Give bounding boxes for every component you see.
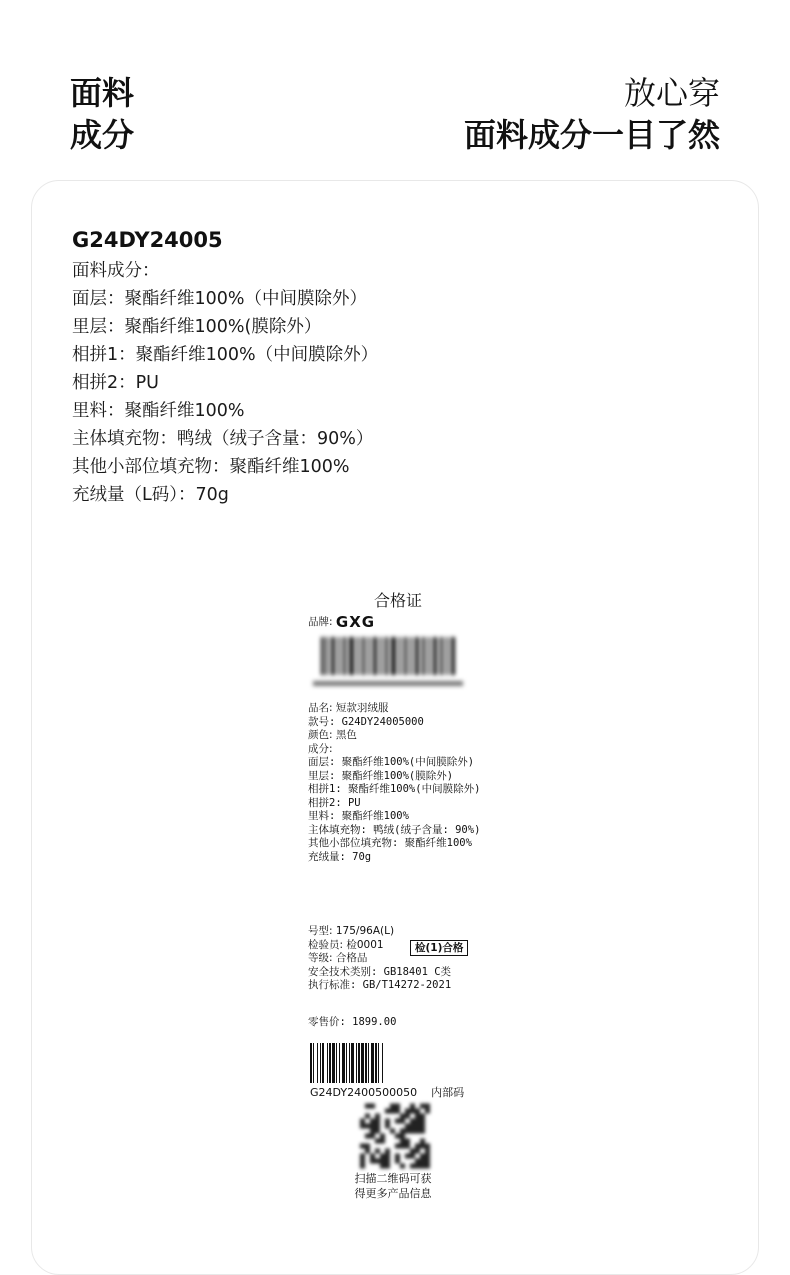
section-title: [70, 72, 134, 156]
composition-line: 主体填充物：鸭绒（绒子含量：90%）: [72, 429, 374, 449]
barcode-image: [310, 1043, 490, 1083]
qr-caption-line: 得更多产品信息: [354, 1186, 432, 1200]
composition-line: 充绒量（L码）：70g: [72, 485, 229, 505]
brand-prefix: 品牌:: [308, 616, 333, 628]
blurred-barcode-image: [313, 637, 463, 689]
label-info-line: 相拼1: 聚酯纤维100%(中间膜除外): [308, 783, 481, 795]
composition-line: 其他小部位填充物：聚酯纤维100%: [72, 457, 350, 477]
subtitle-line1: 放心穿: [623, 74, 720, 112]
composition-line: 相拼1：聚酯纤维100%（中间膜除外）: [72, 345, 379, 365]
composition-text: [72, 226, 378, 509]
inspection-stamp: 检(1)合格: [410, 940, 468, 956]
composition-line: 里层：聚酯纤维100%(膜除外）: [72, 317, 322, 337]
label-info-line: 里层: 聚酯纤维100%(膜除外): [308, 769, 454, 782]
brand-logo: GXG: [335, 613, 376, 631]
label-spec-line: 执行标准: GB/T14272-2021: [308, 979, 452, 991]
label-info-line: 其他小部位填充物: 聚酯纤维100%: [308, 837, 472, 849]
product-code: G24DY24005: [72, 228, 223, 252]
label-info-line: 主体填充物: 鸭绒(绒子含量: 90%): [308, 823, 481, 836]
composition-line: 里料：聚酯纤维100%: [72, 401, 245, 421]
label-spec-line: 号型: 175/96A(L): [308, 925, 395, 937]
qr-caption-line: 扫描二维码可获: [354, 1172, 432, 1185]
label-product-info: [308, 702, 480, 864]
section-title-line1: 面料: [70, 74, 135, 112]
label-info-line: 相拼2: PU: [308, 796, 361, 809]
label-info-line: 成分:: [308, 742, 333, 755]
retail-price: 零售价: 1899.00: [308, 1016, 397, 1028]
label-info-line: 颜色: 黑色: [308, 729, 357, 741]
section-title-line2: 成分: [70, 116, 135, 154]
certificate-title: 合格证: [373, 591, 422, 610]
qr-caption: [323, 1172, 463, 1201]
section-subtitle: [464, 72, 720, 156]
barcode-number: G24DY2400500050: [310, 1086, 418, 1099]
label-spec-line: 检验员: 检0001: [308, 938, 384, 951]
label-info-line: 里料: 聚酯纤维100%: [308, 810, 409, 822]
composition-line: 相拼2：PU: [72, 373, 159, 393]
label-info-line: 品名: 短款羽绒服: [308, 702, 389, 714]
brand-row: [308, 613, 376, 631]
qr-code-image: [360, 1103, 430, 1169]
composition-line: 面料成分：: [72, 261, 160, 281]
composition-line: 面层：聚酯纤维100%（中间膜除外）: [72, 289, 368, 309]
label-info-line: 款号: G24DY24005000: [308, 715, 424, 728]
subtitle-line2: 面料成分一目了然: [463, 116, 720, 154]
label-spec-line: 等级: 合格品: [308, 952, 368, 964]
label-spec-line: 安全技术类别: GB18401 C类: [308, 965, 452, 978]
barcode-note: 内部码: [431, 1086, 465, 1099]
label-spec-info: [308, 925, 451, 993]
label-info-line: 充绒量: 70g: [308, 850, 372, 863]
label-info-line: 面层: 聚酯纤维100%(中间膜除外): [308, 756, 475, 768]
barcode-caption: [310, 1086, 464, 1100]
